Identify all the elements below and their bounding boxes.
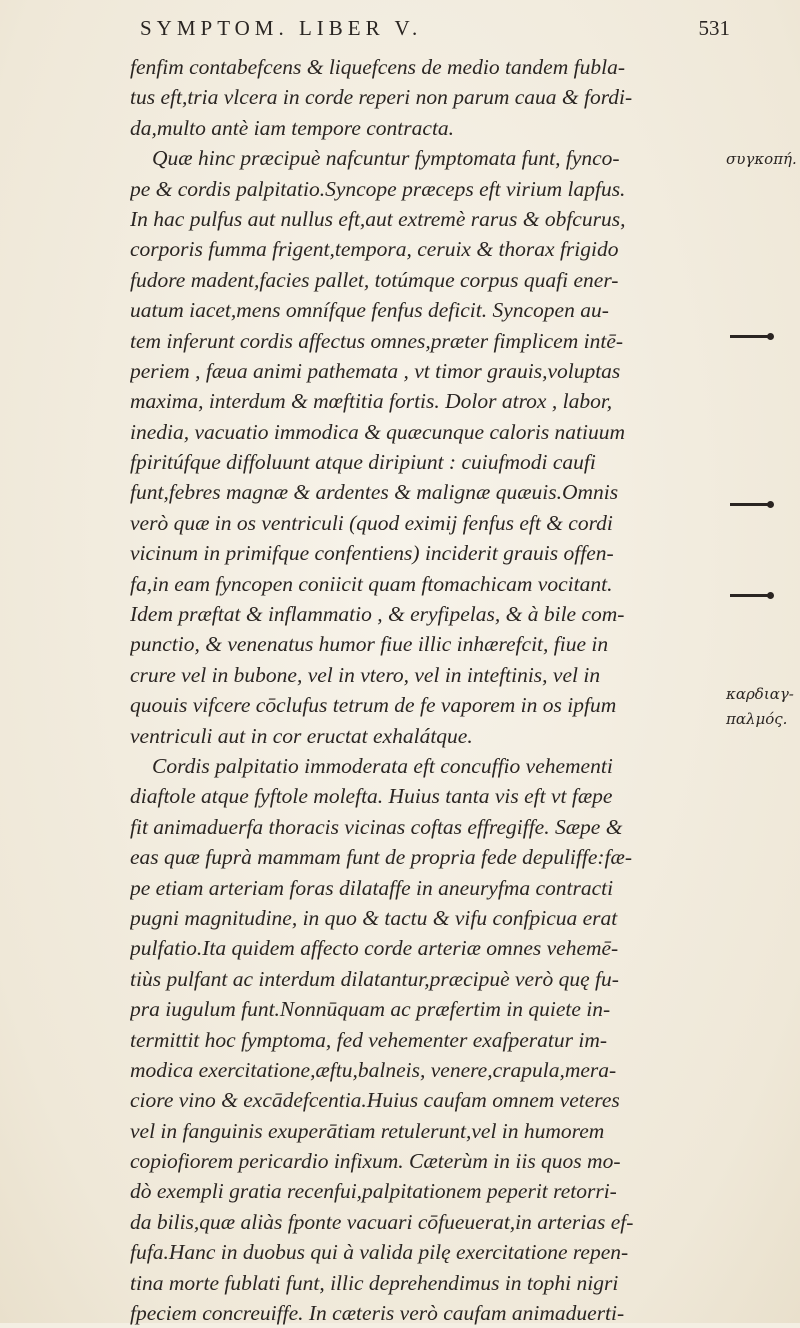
page-header — [140, 16, 730, 52]
text-line: da bilis,quæ aliàs fponte vacuari cōfueuerat,in arterias ef- — [130, 1209, 634, 1234]
margin-mark — [730, 503, 770, 506]
text-line: verò quæ in os ventriculi (quod eximij fenfus eft & cordi — [130, 510, 613, 535]
text-line: fudore madent,facies pallet, totúmque corpus quafi ener- — [130, 267, 619, 292]
text-line: dò exempli gratia recenfui,palpitationem peperit retorri- — [130, 1179, 617, 1204]
text-line: punctio, & venenatus humor fiue illic inhærefcit, fiue in — [130, 632, 609, 657]
page-number: 531 — [698, 16, 730, 40]
text-line: uatum iacet,mens omnífque fenfus deficit. Syncopen au- — [130, 298, 609, 323]
text-line: pra iugulum funt.Nonnūquam ac præfertim in quiete in- — [130, 997, 611, 1022]
text-line: vicinum in primifque confentiens) inciderit grauis offen- — [130, 541, 614, 566]
text-line: crure vel in bubone, vel in vtero, vel in inteftinis, vel in — [130, 662, 601, 687]
margin-note-palmos: παλμός. — [726, 710, 788, 728]
text-line: fit animaduerfa thoracis vicinas coftas effregiffe. Sæpe & — [130, 814, 623, 839]
text-line: fpeciem concreuiffe. In cæteris verò caufam animaduerti- — [130, 1301, 625, 1326]
body-text — [130, 52, 720, 1328]
text-line: fpiritúfque diffoluunt atque diripiunt : cuiufmodi caufi — [130, 450, 596, 475]
text-line: eas quæ fuprà mammam funt de propria fede depuliffe:fæ- — [130, 845, 633, 870]
text-line: tus eft,tria vlcera in corde reperi non parum caua & fordi- — [130, 85, 633, 110]
text-line: copiofiorem pericardio infixum. Cæterùm in iis quos mo- — [130, 1149, 621, 1174]
text-line: da,multo antè iam tempore contracta. — [130, 115, 455, 140]
margin-mark — [730, 594, 770, 597]
text-line: Idem præftat & inflammatio , & eryfipelas, & à bile com- — [130, 602, 625, 627]
text-line: tina morte fublati funt, illic deprehendimus in tophi nigri — [130, 1270, 619, 1295]
running-head: SYMPTOM. LIBER V. — [140, 16, 423, 40]
text-line: ventriculi aut in cor eructat exhalátque. — [130, 723, 473, 748]
text-line: termittit hoc fymptoma, fed vehementer exafperatur im- — [130, 1027, 608, 1052]
text-line: ciore vino & excādefcentia.Huius caufam omnem veteres — [130, 1088, 620, 1113]
text-line: vel in fanguinis exuperātiam retulerunt,vel in humorem — [130, 1118, 605, 1143]
text-line: Cordis palpitatio immoderata eft concuffio vehementi — [152, 753, 613, 778]
text-line: fenfim contabefcens & liquefcens de medio tandem fubla- — [130, 55, 625, 79]
text-line: modica exercitatione,æftu,balneis, venere,crapula,mera- — [130, 1057, 617, 1082]
text-line: tiùs pulfant ac interdum dilatantur,præcipuè verò quę fu- — [130, 966, 619, 991]
margin-note-synkope: συγκοπή. — [726, 150, 797, 168]
text-line: tem inferunt cordis affectus omnes,præter fimplicem intē- — [130, 328, 624, 353]
text-line: In hac pulfus aut nullus eft,aut extremè rarus & obfcurus, — [130, 206, 626, 231]
text-line: fufa.Hanc in duobus qui à valida pilę exercitatione repen- — [130, 1240, 629, 1265]
text-line: diaftole atque fyftole molefta. Huius tanta vis eft vt fæpe — [130, 784, 613, 809]
text-line: funt,febres magnæ & ardentes & malignæ quæuis.Omnis — [130, 480, 619, 505]
text-line: fa,in eam fyncopen coniicit quam ftomachicam vocitant. — [130, 571, 613, 596]
text-line: quouis vifcere cōclufus tetrum de fe vaporem in os ipfum — [130, 693, 617, 718]
text-line: inedia, vacuatio immodica & quæcunque caloris natiuum — [130, 419, 626, 444]
text-line: pe etiam arteriam foras dilataffe in aneuryfma contracti — [130, 875, 614, 900]
text-line: Quæ hinc præcipuè nafcuntur fymptomata funt, fynco- — [152, 146, 620, 171]
text-line: maxima, interdum & mœftitia fortis. Dolor atrox , labor, — [130, 389, 613, 414]
text-line: periem , fæua animi pathemata , vt timor grauis,voluptas — [130, 358, 621, 383]
text-line: pe & cordis palpitatio.Syncope præceps eft virium lapfus. — [130, 176, 626, 201]
text-line: corporis fumma frigent,tempora, ceruix & thorax frigido — [130, 237, 619, 262]
text-line: pulfatio.Ita quidem affecto corde arteriæ omnes vehemē- — [130, 936, 619, 961]
text-line: pugni magnitudine, in quo & tactu & vifu confpicua erat — [130, 905, 618, 930]
margin-note-kardiogmos: καρδιαγ- — [726, 685, 794, 703]
margin-mark — [730, 335, 770, 338]
